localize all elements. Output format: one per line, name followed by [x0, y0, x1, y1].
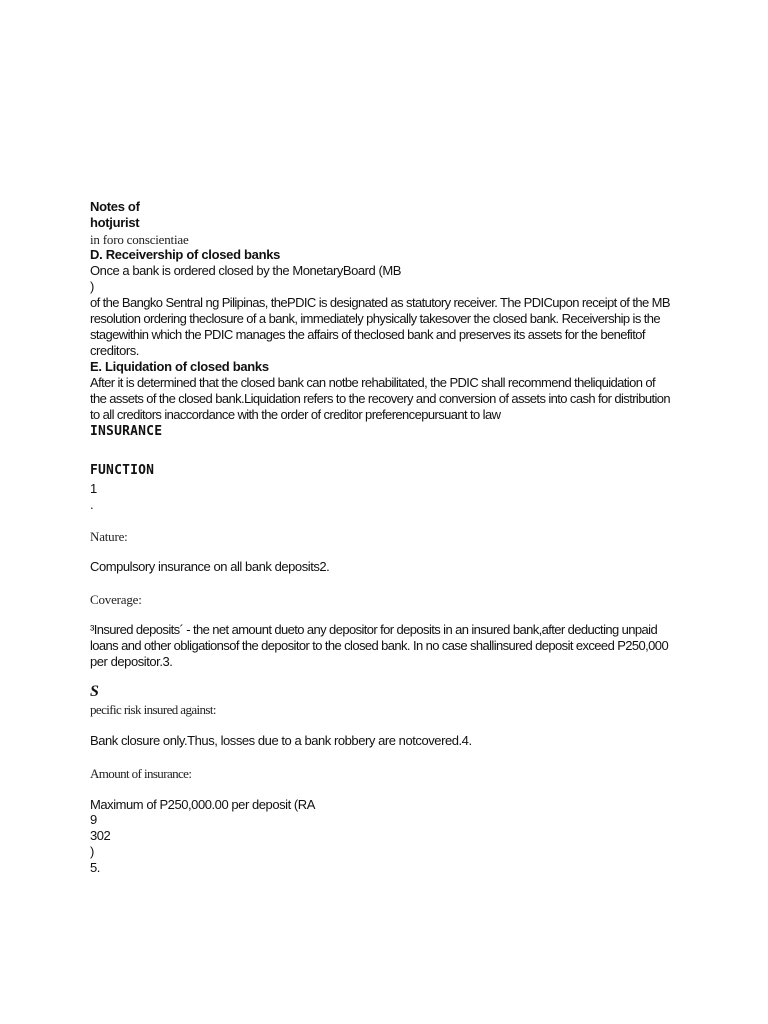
risk-text: Bank closure only.Thus, losses due to a bank robbery are notcovered.4. [90, 733, 472, 748]
notes-title: Notes of [90, 199, 140, 214]
insurance-heading: INSURANCE [90, 424, 163, 439]
function-heading: FUNCTION [90, 463, 155, 478]
coverage-label: Coverage: [90, 592, 142, 607]
amount-line-4: ) [90, 844, 94, 859]
list-dot: . [90, 497, 94, 512]
section-e-line-2: the assets of the closed bank.Liquidation refers to the recovery and conversion of assets into cash for distribution [90, 391, 671, 406]
section-e-line-1: After it is determined that the closed bank can notbe rehabilitated, the PDIC shall recommend theliquidation of [90, 375, 655, 390]
amount-label: Amount of insurance: [90, 766, 192, 781]
amount-line-3: 302 [90, 828, 111, 843]
list-number-1: 1 [90, 481, 97, 496]
section-d-line-1: Once a bank is ordered closed by the MonetaryBoard (MB [90, 263, 401, 278]
amount-line-2: 9 [90, 812, 97, 827]
section-d-line-3: of the Bangko Sentral ng Pilipinas, thePDIC is designated as statutory receiver. The PDICupon receipt of the MB [90, 295, 670, 310]
nature-label: Nature: [90, 529, 128, 544]
nature-text: Compulsory insurance on all bank deposits2. [90, 559, 330, 574]
section-d-line-5: stagewithin which the PDIC manages the affairs of theclosed bank and preserves its assets for the benefitof [90, 327, 645, 342]
coverage-line-3: per depositor.3. [90, 654, 173, 669]
section-d-line-2: ) [90, 279, 94, 294]
coverage-line-2: loans and other obligationsof the depositor to the closed bank. In no case shallinsured deposit exceed P250,000 [90, 638, 669, 653]
amount-line-5: 5. [90, 860, 100, 875]
coverage-line-1: ³Insured deposits´ - the net amount dueto any depositor for deposits in an insured bank,after deducting unpaid [90, 622, 658, 637]
author-name: hotjurist [90, 215, 140, 230]
risk-initial-letter: S [90, 683, 99, 700]
amount-line-1: Maximum of P250,000.00 per deposit (RA [90, 797, 315, 812]
section-d-line-6: creditors. [90, 343, 139, 358]
section-e-heading: E. Liquidation of closed banks [90, 359, 269, 374]
motto: in foro conscientiae [90, 232, 189, 247]
section-d-heading: D. Receivership of closed banks [90, 247, 281, 262]
section-d-line-4: resolution ordering theclosure of a bank, immediately physically takesover the closed bank. Receivership is the [90, 311, 661, 326]
section-e-line-3: to all creditors inaccordance with the order of creditor preferencepursuant to law [90, 407, 501, 422]
risk-label: pecific risk insured against: [90, 702, 216, 717]
